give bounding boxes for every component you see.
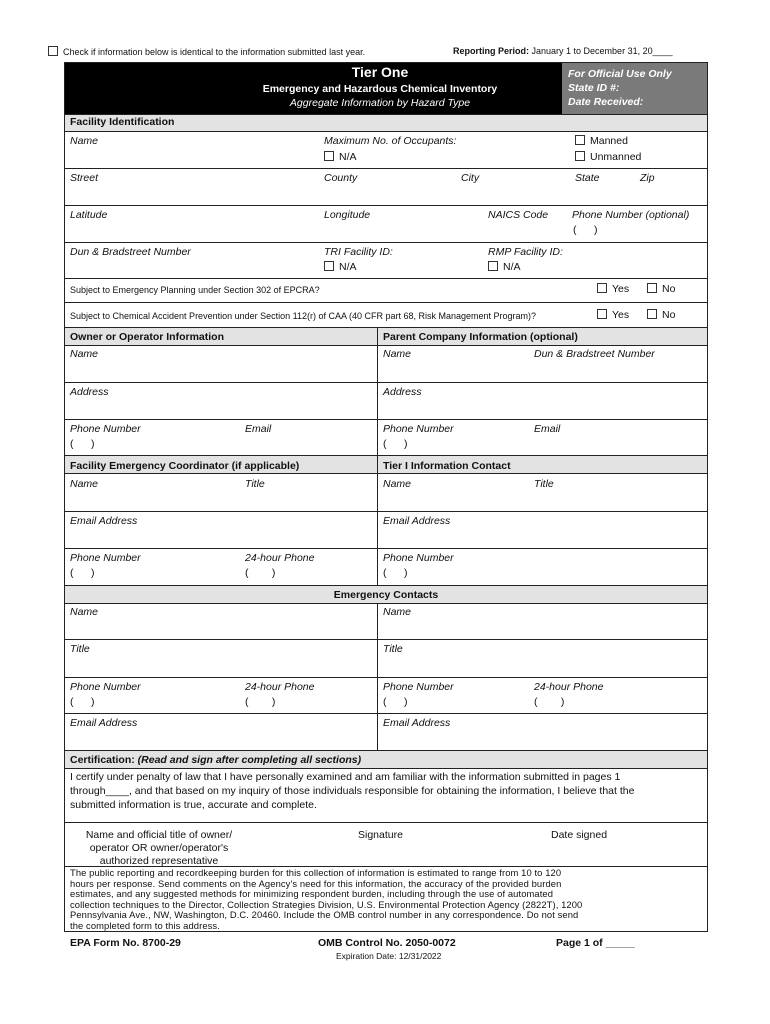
occupants-na-checkbox[interactable] bbox=[324, 151, 334, 161]
caa-yes[interactable] bbox=[597, 309, 629, 321]
reporting-period-label: Reporting Period: bbox=[453, 46, 529, 56]
occupants-na[interactable] bbox=[324, 151, 357, 163]
certification-line-2: through____, and that based on my inquiry of those individuals responsible for obtaining the information, I believe that the bbox=[70, 785, 635, 797]
form-title: Tier One bbox=[351, 64, 409, 80]
emergency2-name-field[interactable]: Name bbox=[383, 606, 412, 618]
rmp-na[interactable] bbox=[488, 261, 521, 273]
tri-na-label: N/A bbox=[339, 261, 357, 273]
parent-name-field[interactable]: Name bbox=[383, 348, 412, 360]
parent-email-field[interactable]: Email bbox=[534, 423, 561, 435]
emergency2-phone-field[interactable]: Phone Number bbox=[383, 681, 454, 693]
reporting-period bbox=[453, 46, 673, 56]
same-as-last-year-checkbox[interactable] bbox=[48, 46, 58, 56]
emergency2-phone-parens: ( ) bbox=[383, 696, 408, 708]
certification-line-3: submitted information is true, accurate and complete. bbox=[70, 799, 317, 811]
tri-id-field[interactable]: TRI Facility ID: bbox=[324, 246, 393, 258]
emergency2-email-field[interactable]: Email Address bbox=[383, 717, 451, 729]
tier1-phone-field[interactable]: Phone Number bbox=[383, 552, 454, 564]
official-date-received: Date Received: bbox=[568, 96, 644, 108]
emergency1-email-field[interactable]: Email Address bbox=[70, 717, 138, 729]
rmp-na-label: N/A bbox=[503, 261, 521, 273]
emergency1-name-field[interactable]: Name bbox=[70, 606, 99, 618]
coordinator-section-title: Facility Emergency Coordinator (if applicable) bbox=[70, 460, 300, 472]
tier1-contact-section-title: Tier I Information Contact bbox=[383, 460, 511, 472]
zip-field[interactable]: Zip bbox=[640, 172, 655, 184]
owner-email-field[interactable]: Email bbox=[245, 423, 272, 435]
parent-section-title: Parent Company Information (optional) bbox=[383, 331, 578, 343]
manned-option[interactable] bbox=[575, 135, 628, 147]
signatory-name-line-2: operator OR owner/operator's bbox=[89, 842, 229, 854]
coordinator-phone-field[interactable]: Phone Number bbox=[70, 552, 141, 564]
signature-field[interactable]: Signature bbox=[358, 829, 403, 841]
caa-yes-checkbox[interactable] bbox=[597, 309, 607, 319]
epcra-no-checkbox[interactable] bbox=[647, 283, 657, 293]
form-subtitle: Emergency and Hazardous Chemical Inventory bbox=[262, 83, 498, 95]
manned-label: Manned bbox=[590, 135, 628, 147]
signatory-name-line-3: authorized representative bbox=[99, 855, 219, 867]
tri-na[interactable] bbox=[324, 261, 357, 273]
coordinator-phone-parens: ( ) bbox=[70, 567, 95, 579]
occupants-na-label: N/A bbox=[339, 151, 357, 163]
caa-no-checkbox[interactable] bbox=[647, 309, 657, 319]
burden-line-2: hours per response. Send comments on the Agency's need for this information, the accuracy of the provided burden bbox=[70, 877, 562, 889]
epcra-yes-checkbox[interactable] bbox=[597, 283, 607, 293]
emergency-section-title: Emergency Contacts bbox=[333, 589, 439, 601]
emergency2-24h-phone-field[interactable]: 24-hour Phone bbox=[534, 681, 604, 693]
official-use-title: For Official Use Only bbox=[568, 68, 672, 80]
certification-heading-note: (Read and sign after completing all sections) bbox=[137, 754, 362, 766]
facility-phone-parens: ( ) bbox=[573, 224, 598, 236]
caa-no-label: No bbox=[662, 309, 676, 321]
tier1-name-field[interactable]: Name bbox=[383, 478, 412, 490]
coordinator-24h-parens: ( ) bbox=[245, 567, 276, 579]
expiration-date: Expiration Date: 12/31/2022 bbox=[336, 951, 442, 961]
county-field[interactable]: County bbox=[324, 172, 358, 184]
epcra-no[interactable] bbox=[647, 283, 675, 295]
owner-phone-parens: ( ) bbox=[70, 438, 95, 450]
owner-address-field[interactable]: Address bbox=[70, 386, 109, 398]
certification-heading bbox=[70, 754, 361, 766]
coordinator-name-field[interactable]: Name bbox=[70, 478, 99, 490]
rmp-id-field[interactable]: RMP Facility ID: bbox=[488, 246, 563, 258]
unmanned-checkbox[interactable] bbox=[575, 151, 585, 161]
emergency1-phone-parens: ( ) bbox=[70, 696, 95, 708]
street-field[interactable]: Street bbox=[70, 172, 99, 184]
epcra-yes-label: Yes bbox=[612, 283, 630, 295]
same-as-last-year-label: Check if information below is identical to the information submitted last year. bbox=[63, 47, 366, 57]
parent-phone-field[interactable]: Phone Number bbox=[383, 423, 454, 435]
reporting-period-value: January 1 to December 31, 20____ bbox=[531, 46, 673, 56]
parent-address-field[interactable]: Address bbox=[383, 386, 422, 398]
dnb-field[interactable]: Dun & Bradstreet Number bbox=[70, 246, 191, 258]
parent-phone-parens: ( ) bbox=[383, 438, 408, 450]
city-field[interactable]: City bbox=[461, 172, 480, 184]
same-as-last-year[interactable] bbox=[48, 46, 365, 57]
epa-form-number: EPA Form No. 8700-29 bbox=[70, 937, 181, 949]
state-field[interactable]: State bbox=[575, 172, 600, 184]
caa-no[interactable] bbox=[647, 309, 675, 321]
emergency1-title-field[interactable]: Title bbox=[70, 643, 90, 655]
form-subtitle-2: Aggregate Information by Hazard Type bbox=[289, 97, 471, 109]
date-signed-field[interactable]: Date signed bbox=[551, 829, 608, 841]
latitude-field[interactable]: Latitude bbox=[70, 209, 108, 221]
official-state-id: State ID #: bbox=[568, 82, 620, 94]
tier1-email-field[interactable]: Email Address bbox=[383, 515, 451, 527]
caa-yes-label: Yes bbox=[612, 309, 630, 321]
epcra-question: Subject to Emergency Planning under Section 302 of EPCRA? bbox=[70, 285, 320, 295]
certification-heading-label: Certification: bbox=[70, 754, 138, 766]
naics-field[interactable]: NAICS Code bbox=[488, 209, 549, 221]
burden-line-4: collection techniques to the Director, Collection Strategies Division, U.S. Environmental Protection Agency (2822T), 1200 bbox=[70, 898, 583, 910]
facility-name-field[interactable]: Name bbox=[70, 135, 99, 147]
tier1-phone-parens: ( ) bbox=[383, 567, 408, 579]
emergency1-24h-phone-field[interactable]: 24-hour Phone bbox=[245, 681, 315, 693]
omb-control-number: OMB Control No. 2050-0072 bbox=[318, 937, 456, 949]
coordinator-email-field[interactable]: Email Address bbox=[70, 515, 138, 527]
manned-checkbox[interactable] bbox=[575, 135, 585, 145]
caa-question: Subject to Chemical Accident Prevention under Section 112(r) of CAA (40 CFR part 68, Risk Management Program)? bbox=[70, 311, 537, 321]
facility-section-title: Facility Identification bbox=[70, 116, 175, 128]
longitude-field[interactable]: Longitude bbox=[324, 209, 371, 221]
owner-name-field[interactable]: Name bbox=[70, 348, 99, 360]
emergency2-title-field[interactable]: Title bbox=[383, 643, 403, 655]
burden-statement bbox=[70, 868, 582, 932]
emergency1-24h-parens: ( ) bbox=[245, 696, 276, 708]
epcra-yes[interactable] bbox=[597, 283, 629, 295]
rmp-na-checkbox[interactable] bbox=[488, 261, 498, 271]
certification-line-1: I certify under penalty of law that I have personally examined and am familiar with the information submitted in pages 1 bbox=[70, 771, 621, 783]
burden-line-6: the completed form to this address. bbox=[70, 919, 220, 931]
burden-line-5: Pennsylvania Ave., NW, Washington, D.C. 20460. Include the OMB control number in any correspondence. Do not send bbox=[70, 909, 579, 921]
owner-phone-field[interactable]: Phone Number bbox=[70, 423, 141, 435]
emergency1-phone-field[interactable]: Phone Number bbox=[70, 681, 141, 693]
epcra-no-label: No bbox=[662, 283, 676, 295]
coordinator-24h-phone-field[interactable]: 24-hour Phone bbox=[245, 552, 315, 564]
owner-section-title: Owner or Operator Information bbox=[70, 331, 225, 343]
coordinator-title-field[interactable]: Title bbox=[245, 478, 265, 490]
signatory-name-line-1: Name and official title of owner/ bbox=[85, 829, 233, 841]
emergency2-24h-parens: ( ) bbox=[534, 696, 565, 708]
unmanned-label: Unmanned bbox=[590, 151, 642, 163]
signatory-name-field[interactable] bbox=[64, 829, 254, 868]
unmanned-option[interactable] bbox=[575, 151, 641, 163]
burden-line-3: estimates, and any suggested methods for minimizing respondent burden, including through the use of automated bbox=[70, 888, 554, 900]
burden-line-1: The public reporting and recordkeeping burden for this collection of information is estimated to range from 10 to 120 bbox=[70, 867, 562, 878]
page-number: Page 1 of _____ bbox=[556, 937, 635, 949]
parent-dnb-field[interactable]: Dun & Bradstreet Number bbox=[534, 348, 655, 360]
tier1-title-field[interactable]: Title bbox=[534, 478, 554, 490]
facility-phone-field[interactable]: Phone Number (optional) bbox=[572, 209, 690, 221]
max-occupants-field[interactable]: Maximum No. of Occupants: bbox=[324, 135, 457, 147]
tri-na-checkbox[interactable] bbox=[324, 261, 334, 271]
